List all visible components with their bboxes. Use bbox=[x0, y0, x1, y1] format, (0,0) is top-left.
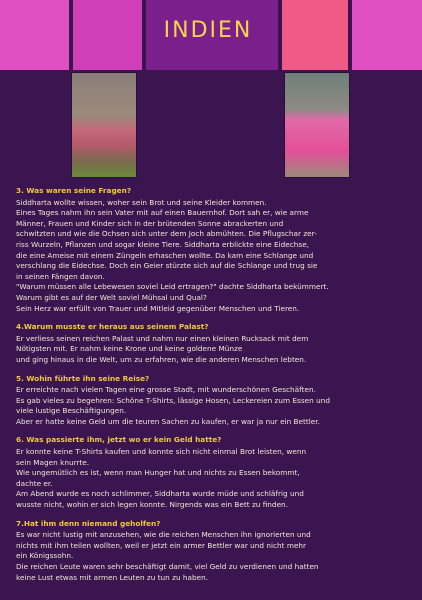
photo-man-with-melons bbox=[71, 72, 137, 178]
text-line: Sein Herz war erfüllt von Trauer und Mitleid gegenüber Menschen und Tieren. bbox=[16, 303, 300, 313]
section-3 bbox=[16, 186, 408, 314]
text-line: wusste nicht, wohin er sich legen konnte. Nirgends was ein Bett zu finden. bbox=[16, 500, 289, 510]
text-line: Warum gibt es auf der Welt soviel Mühsal und Qual? bbox=[16, 292, 207, 302]
text-line: Er erreichte nach vielen Tagen eine grosse Stadt, mit wunderschönen Geschäften. bbox=[16, 385, 316, 395]
text-line: in seinen Fängen davon. bbox=[16, 271, 105, 281]
section-7 bbox=[16, 519, 408, 584]
text-line: Männer, Frauen und Kinder sich in der brütenden Sonne abrackerten und bbox=[16, 218, 284, 228]
text-line: viele lustige Beschäftigungen. bbox=[16, 406, 127, 416]
text-line: sein Magen knurrte. bbox=[16, 457, 90, 467]
color-block-magenta bbox=[73, 0, 142, 70]
page-title: INDIEN bbox=[163, 18, 253, 43]
text-line: keine Lust etwas mit armen Leuten zu tun zu haben. bbox=[16, 572, 209, 582]
section-heading: 5. Wohin führte ihn seine Reise? bbox=[16, 373, 150, 383]
text-line: Nötigsten mit. Er nahm keine Krone und keine goldene Münze bbox=[16, 344, 243, 354]
text-line: Er konnte keine T-Shirts kaufen und konnte sich nicht einmal Brot leisten, wenn bbox=[16, 447, 307, 457]
text-line: dachte er. bbox=[16, 478, 53, 488]
text-line: verschlang die Eidechse. Doch ein Geier stürzte sich auf die Schlange und trug sie bbox=[16, 261, 318, 271]
text-line: Es war nicht lustig mit anzusehen, wie die reichen Menschen ihn ignorierten und bbox=[16, 530, 311, 540]
section-5 bbox=[16, 374, 408, 428]
text-line: "Warum müssen alle Lebewesen soviel Leid ertragen?" dachte Siddharta bekümmert. bbox=[16, 282, 329, 292]
section-heading: 6. Was passierte ihm, jetzt wo er kein Geld hatte? bbox=[16, 435, 222, 445]
text-line: Wie ungemütlich es ist, wenn man Hunger hat und nichts zu Essen bekommt, bbox=[16, 468, 300, 478]
section-heading: 4.Warum musste er heraus aus seinem Palast? bbox=[16, 322, 209, 332]
text-line: Am Abend wurde es noch schlimmer, Siddharta wurde müde und schläfrig und bbox=[16, 489, 304, 499]
text-line: Siddharta wollte wissen, woher sein Brot und seine Kleider kommen. bbox=[16, 197, 267, 207]
text-line: und ging hinaus in die Welt, um zu erfahren, wie die anderen Menschen lebten. bbox=[16, 354, 307, 364]
text-line: Eines Tages nahm ihn sein Vater mit auf einen Bauernhof. Dort sah er, wie arme bbox=[16, 208, 309, 218]
color-block-pink-right bbox=[352, 0, 422, 70]
text-line: Die reichen Leute waren sehr beschäftigt damit, viel Geld zu verdienen und hatten bbox=[16, 562, 319, 571]
photo-woman-in-pink-sari bbox=[284, 72, 350, 178]
section-4 bbox=[16, 322, 408, 365]
section-heading: 7.Hat ihm denn niemand geholfen? bbox=[16, 518, 161, 528]
color-block-rose bbox=[282, 0, 348, 70]
text-line: nichts mit ihm teilen wollten, weil er jetzt ein armer Bettler war und nicht mehr bbox=[16, 540, 307, 550]
text-line: Aber er hatte keine Geld um die teuren Sachen zu kaufen, er war ja nur ein Bettler. bbox=[16, 416, 320, 426]
text-line: riss Wurzeln, Pflanzen und sogar kleine Tiere. Siddharta erblickte eine Eidechse, bbox=[16, 239, 310, 249]
text-line: schwitzten und wie die Ochsen sich unter dem Joch abmühten. Die Pflugschar zer- bbox=[16, 229, 317, 239]
section-6 bbox=[16, 435, 408, 510]
color-block-pink bbox=[0, 0, 69, 70]
text-line: die eine Ameise mit einem Züngeln erhaschen wollte. Da kam eine Schlange und bbox=[16, 250, 314, 260]
text-line: Er verliess seinen reichen Palast und nahm nur einen kleinen Rucksack mit dem bbox=[16, 333, 309, 343]
section-heading: 3. Was waren seine Fragen? bbox=[16, 186, 132, 195]
text-content bbox=[16, 186, 408, 591]
text-line: Es gab vieles zu begehren: Schöne T-Shirts, lässige Hosen, Leckereien zum Essen und bbox=[16, 395, 330, 405]
text-line: ein Königssohn. bbox=[16, 551, 74, 561]
